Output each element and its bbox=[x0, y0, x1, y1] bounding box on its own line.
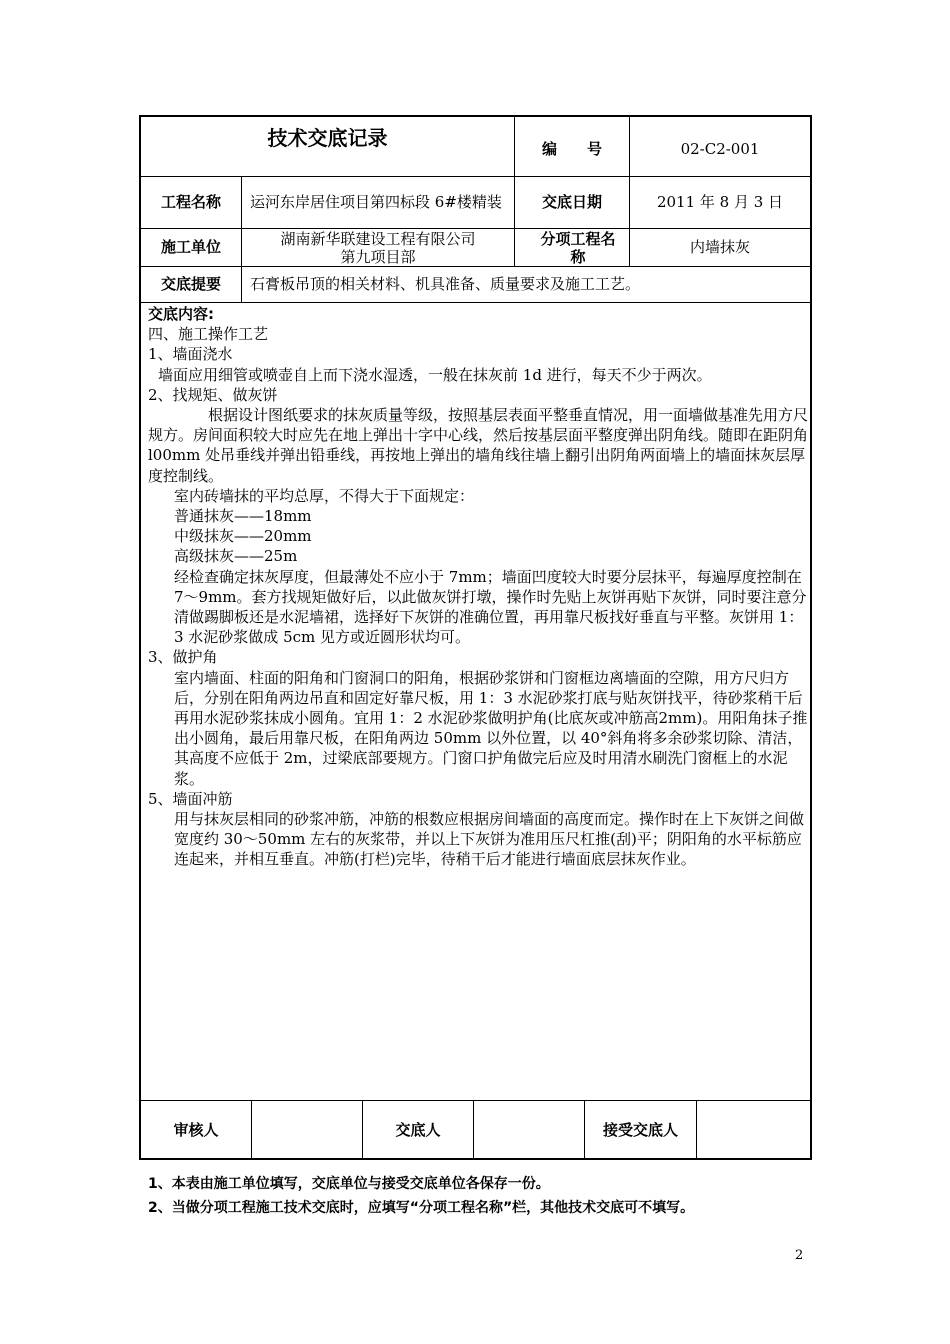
project-name-label: 工程名称 bbox=[160, 193, 221, 211]
receiver-label: 接受交底人 bbox=[602, 1120, 678, 1139]
number-label: 编 号 bbox=[541, 139, 602, 158]
content-paragraph: 根据设计图纸要求的抹灰质量等级，按照基层表面平整垂直情况，用一面墙做基准先用方尺规方。房间面积较大时应先在地上弹出十字中心线，然后按基层面平整度弹出阴角线。随即在距阴角 l00mm 处吊垂线并弹出铅垂线，再按地上弹出的墙角线往墙上翻引出阴角两面墙上的墙面抹灰层厚度控制线。 bbox=[148, 406, 809, 485]
form-title: 技术交底记录 bbox=[267, 125, 388, 150]
date-label: 交底日期 bbox=[541, 193, 602, 211]
footnote: 2、当做分项工程施工技术交底时，应填写“分项工程名称”栏，其他技术交底可不填写。 bbox=[148, 1200, 695, 1216]
content-line: 四、施工操作工艺 bbox=[148, 325, 269, 344]
footnote: 1、本表由施工单位填写，交底单位与接受交底单位各保存一份。 bbox=[148, 1176, 550, 1192]
content-line: 1、墙面浇水 bbox=[148, 345, 233, 364]
discloser-signature[interactable] bbox=[474, 1101, 584, 1159]
number-value: 02-C2-001 bbox=[680, 139, 760, 158]
unit-value-line1: 湖南新华联建设工程有限公司 bbox=[280, 229, 476, 248]
project-name-value: 运河东岸居住项目第四标段 6#楼精装 bbox=[250, 193, 502, 211]
footnotes bbox=[148, 1172, 828, 1220]
reviewer-signature[interactable] bbox=[252, 1101, 362, 1159]
content-line: 墙面应用细管或喷壶自上而下浇水湿透，一般在抹灰前 1d 进行，每天不少于两次。 bbox=[158, 365, 712, 384]
content-line: 室内砖墙抹的平均总厚，不得大于下面规定： bbox=[174, 486, 475, 505]
content-line: 3、做护角 bbox=[148, 648, 218, 667]
unit-value-line2: 第九项目部 bbox=[340, 247, 416, 266]
unit-value bbox=[242, 229, 514, 266]
content-paragraph: 经检查确定抹灰厚度，但最薄处不应小于 7mm；墙面凹度较大时要分层抹平，每遍厚度控制在 7～9mm。套方找规矩做好后，以此做灰饼打墩，操作时先贴上灰饼再贴下灰饼，同时要注意分清做踢脚板还是水泥墙裙，选择好下灰饼的准确位置，再用靠尺板找好垂直与平整。灰饼用 1：3 水泥砂浆做成 5cm 见方或近圆形状均可。 bbox=[174, 567, 807, 647]
content-line: 2、找规矩、做灰饼 bbox=[148, 385, 278, 404]
subproject-label: 分项工程名称 bbox=[540, 229, 616, 266]
reviewer-label: 审核人 bbox=[173, 1120, 219, 1139]
disclosure-content bbox=[148, 304, 808, 870]
row-divider bbox=[139, 302, 812, 303]
content-line: 中级抹灰——20mm bbox=[174, 527, 312, 546]
content-paragraph: 用与抹灰层相同的砂浆冲筋，冲筋的根数应根据房间墙面的高度而定。操作时在上下灰饼之间做宽度约 30～50mm 左右的灰浆带，并以上下灰饼为准用压尺杠推(刮)平；阴阳角的水平标筋应连起来，并相互垂直。冲筋(打栏)完毕，待稍干后才能进行墙面底层抹灰作业。 bbox=[174, 810, 805, 869]
content-paragraph: 室内墙面、柱面的阳角和门窗洞口的阳角，根据砂浆饼和门窗框边离墙面的空隙，用方尺归方后，分别在阳角两边吊直和固定好靠尺板，用 1：3 水泥砂浆打底与贴灰饼找平，待砂浆稍干后再用水泥砂浆抹成小圆角。宜用 1：2 水泥砂浆做明护角(比底灰或冲筋高2mm)。用阳角抹子推出小圆角，最后用靠尺板，在阳角两边 50mm 以外位置，以 40°斜角将多余砂浆切除、清洁，其高度不应低于 2m，过梁底部要规方。门窗口护角做完后应及时用清水刷洗门窗框上的水泥浆。 bbox=[174, 668, 808, 788]
content-line: 5、墙面冲筋 bbox=[148, 789, 233, 808]
content-line: 高级抹灰——25m bbox=[174, 547, 298, 566]
page-number: 2 bbox=[795, 1248, 804, 1263]
summary-label: 交底提要 bbox=[160, 275, 221, 293]
discloser-label: 交底人 bbox=[395, 1120, 441, 1139]
summary-value: 石膏板吊顶的相关材料、机具准备、质量要求及施工工艺。 bbox=[250, 275, 641, 293]
unit-label: 施工单位 bbox=[160, 238, 221, 256]
content-heading: 交底内容: bbox=[148, 305, 214, 323]
date-value: 2011 年 8 月 3 日 bbox=[656, 193, 784, 211]
content-line: 普通抹灰——18mm bbox=[174, 507, 312, 526]
receiver-signature[interactable] bbox=[697, 1101, 810, 1159]
subproject-value: 内墙抹灰 bbox=[689, 238, 750, 256]
